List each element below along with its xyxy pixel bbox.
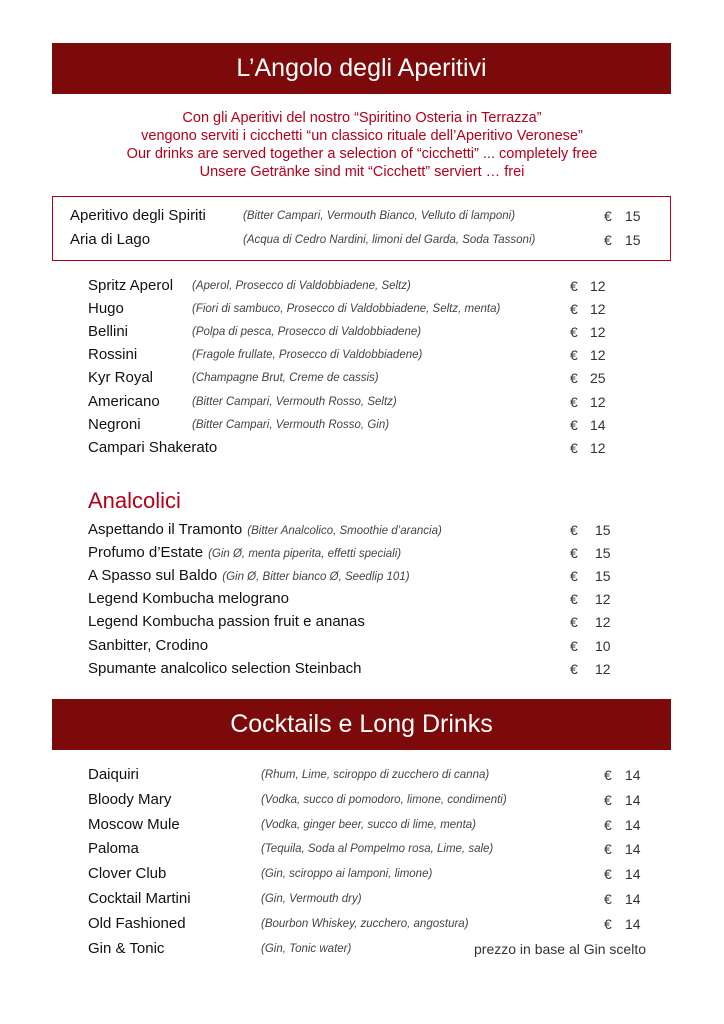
item-name: Campari Shakerato (88, 438, 218, 456)
menu-item (0, 322, 724, 342)
item-price: 12 (590, 324, 606, 341)
currency-symbol: € (604, 208, 612, 224)
menu-item (0, 520, 724, 540)
item-description: (Gin, sciroppo ai lamponi, limone) (261, 868, 433, 881)
item-description: (Aperol, Prosecco di Valdobbiadene, Seltz) (192, 280, 411, 292)
item-name-text: Aspettando il Tramonto (88, 521, 243, 538)
item-name: Rossini (88, 346, 138, 364)
currency-symbol: € (570, 324, 578, 341)
item-description: (Gin Ø, menta piperita, effetti speciali) (208, 548, 402, 561)
item-description: (Vodka, ginger beer, succo di lime, menta) (261, 818, 476, 831)
item-description: (Bitter Campari, Vermouth Rosso, Seltz) (192, 395, 397, 408)
currency-symbol: € (570, 522, 578, 538)
currency-symbol: € (604, 816, 612, 833)
menu-item (0, 206, 724, 226)
item-price: 15 (625, 232, 641, 248)
item-price: 12 (590, 393, 606, 410)
item-name: Hugo (88, 300, 124, 318)
currency-symbol: € (604, 791, 612, 808)
item-name-text: Legend Kombucha passion fruit e ananas (88, 613, 365, 631)
cocktails-title: Cocktails e Long Drinks (230, 710, 493, 738)
item-description: (Bitter Analcolico, Smoothie d’arancia) (247, 525, 442, 537)
currency-symbol: € (604, 232, 612, 248)
item-price: 15 (595, 522, 611, 538)
item-name-text: Sanbitter, Crodino (88, 636, 209, 654)
item-price: 14 (625, 866, 641, 883)
currency-symbol: € (570, 393, 578, 410)
item-price: 14 (625, 767, 641, 783)
item-name-text: Legend Kombucha melograno (88, 590, 289, 608)
item-price: 14 (625, 841, 641, 858)
item-name: Kyr Royal (88, 369, 154, 387)
item-name (88, 612, 365, 632)
menu-item (0, 914, 724, 934)
item-description: (Acqua di Cedro Nardini, limoni del Garda, Soda Tassoni) (243, 234, 536, 246)
currency-symbol: € (604, 866, 612, 883)
item-description: (Polpa di pesca, Prosecco di Valdobbiadene) (192, 326, 422, 339)
menu-item (0, 299, 724, 319)
intro-text (0, 109, 724, 181)
item-name (88, 520, 442, 541)
item-price: 14 (590, 416, 606, 433)
menu-item (0, 543, 724, 563)
item-name: Bellini (88, 323, 129, 341)
intro-line: Con gli Aperitivi del nostro “Spiritino Osteria in Terrazza” (182, 110, 542, 126)
menu-item (0, 276, 724, 296)
item-price: 12 (595, 614, 611, 631)
price-note: prezzo in base al Gin scelto (474, 940, 646, 957)
item-description: (Rhum, Lime, sciroppo di zucchero di canna) (261, 769, 490, 781)
item-price: 25 (590, 370, 606, 387)
item-price: 14 (625, 816, 641, 833)
currency-symbol: € (570, 545, 578, 562)
item-price: 15 (595, 545, 611, 562)
menu-item (0, 765, 724, 785)
item-description: (Fiori di sambuco, Prosecco di Valdobbiadene, Seltz, menta) (192, 303, 501, 316)
menu-item (0, 589, 724, 609)
currency-symbol: € (570, 347, 578, 364)
currency-symbol: € (570, 614, 578, 631)
item-name: Aperitivo degli Spiriti (70, 207, 206, 224)
analcolici-heading: Analcolici (88, 488, 181, 513)
intro-line: Unsere Getränke sind mit “Cicchett” serviert … frei (199, 164, 525, 180)
item-name (88, 659, 362, 679)
item-price: 15 (625, 208, 641, 224)
menu-item (0, 815, 724, 835)
menu-item (0, 790, 724, 810)
item-name: Gin & Tonic (88, 939, 165, 957)
currency-symbol: € (604, 915, 612, 932)
currency-symbol: € (570, 370, 578, 387)
menu-item (0, 659, 724, 679)
menu-item (0, 612, 724, 632)
item-name-text: Profumo d’Estate (88, 544, 204, 562)
currency-symbol: € (604, 841, 612, 858)
menu-item (0, 438, 724, 458)
item-description: (Fragole frullate, Prosecco di Valdobbiadene) (192, 349, 423, 362)
item-description: (Champagne Brut, Creme de cassis) (192, 372, 379, 385)
item-price: 14 (625, 915, 641, 932)
currency-symbol: € (570, 637, 578, 654)
menu-item (0, 415, 724, 435)
menu-item (0, 230, 724, 250)
item-description: (Gin, Tonic water) (261, 942, 352, 955)
item-price: 12 (590, 439, 606, 456)
menu-item (0, 392, 724, 412)
item-name (88, 636, 208, 656)
currency-symbol: € (570, 416, 578, 433)
item-name: Daiquiri (88, 766, 139, 783)
item-price: 14 (625, 891, 641, 907)
currency-symbol: € (604, 767, 612, 783)
aperitivi-banner (52, 43, 671, 94)
item-name (88, 543, 401, 564)
item-description: (Gin Ø, Bitter bianco Ø, Seedlip 101) (222, 571, 410, 584)
page-title: L’Angolo degli Aperitivi (236, 54, 487, 82)
currency-symbol: € (570, 439, 578, 456)
item-description: (Bitter Campari, Vermouth Rosso, Gin) (192, 418, 390, 431)
item-name: Negroni (88, 415, 141, 433)
item-price: 12 (595, 591, 611, 608)
item-name: Americano (88, 392, 160, 410)
intro-line: vengono serviti i cicchetti “un classico rituale dell’Aperitivo Veronese” (141, 128, 583, 144)
currency-symbol: € (570, 568, 578, 585)
currency-symbol: € (570, 278, 578, 294)
item-description: (Vodka, succo di pomodoro, limone, condimenti) (261, 793, 507, 806)
item-price: 10 (595, 637, 611, 654)
currency-symbol: € (604, 891, 612, 907)
menu-item (0, 368, 724, 388)
item-price: 12 (590, 301, 606, 318)
item-description: (Tequila, Soda al Pompelmo rosa, Lime, sale) (261, 843, 494, 856)
menu-item (0, 939, 724, 959)
item-name: Paloma (88, 840, 139, 858)
item-price: 12 (595, 660, 611, 677)
item-name (88, 566, 410, 587)
item-name-text: Spumante analcolico selection Steinbach (88, 659, 362, 677)
currency-symbol: € (570, 301, 578, 318)
item-price: 12 (590, 278, 606, 294)
item-description: (Gin, Vermouth dry) (261, 893, 362, 905)
currency-symbol: € (570, 591, 578, 608)
menu-item (0, 839, 724, 859)
item-name: Spritz Aperol (88, 277, 174, 294)
item-name: Moscow Mule (88, 815, 180, 833)
menu-item (0, 636, 724, 656)
item-name: Cocktail Martini (88, 890, 191, 907)
menu-item (0, 864, 724, 884)
item-price: 15 (595, 568, 611, 585)
menu-item (0, 889, 724, 909)
item-name: Bloody Mary (88, 790, 172, 808)
item-description: (Bitter Campari, Vermouth Bianco, Velluto di lamponi) (243, 210, 516, 222)
currency-symbol: € (570, 660, 578, 677)
item-name: Old Fashioned (88, 914, 186, 932)
menu-item (0, 566, 724, 586)
item-price: 12 (590, 347, 606, 364)
item-price: 14 (625, 791, 641, 808)
item-name (88, 589, 289, 609)
item-name: Aria di Lago (70, 231, 151, 248)
menu-item (0, 345, 724, 365)
cocktails-banner (52, 699, 671, 750)
item-name: Clover Club (88, 865, 167, 883)
item-name-text: A Spasso sul Baldo (88, 567, 218, 585)
intro-line: Our drinks are served together a selection of “cicchetti” ... completely free (126, 146, 598, 162)
item-description: (Bourbon Whiskey, zucchero, angostura) (261, 917, 469, 930)
